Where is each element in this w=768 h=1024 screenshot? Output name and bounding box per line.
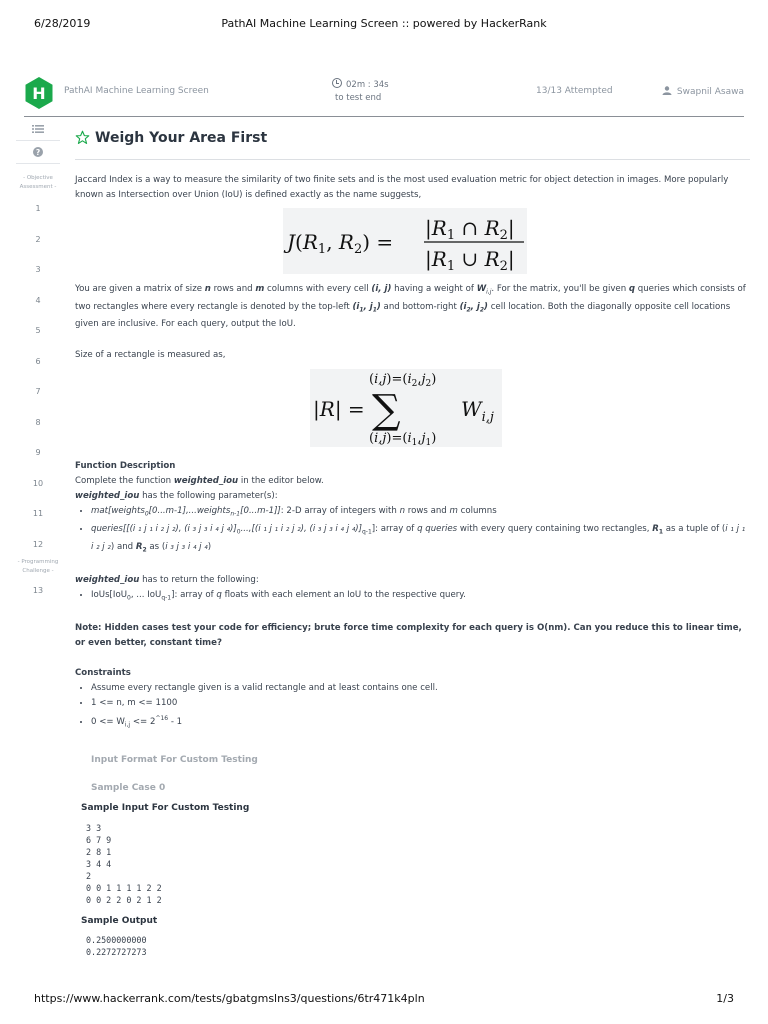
constraints-list	[75, 681, 750, 733]
list-item: • IoUs[IoU$_0$, ... IoU$_{q-1}$]: array of q floats with each element an IoU to the respective query.	[91, 588, 750, 606]
list-item: • 1 <= n, m <= 1100	[91, 696, 750, 711]
sidebar-question-8[interactable]: 8	[35, 417, 41, 427]
question-sidebar	[14, 120, 62, 607]
star-icon[interactable]	[75, 130, 90, 145]
programming-section-label: - Programming Challenge -	[17, 559, 59, 574]
sample-case-heading[interactable]: Sample Case 0	[91, 782, 166, 793]
input-format-heading[interactable]: Input Format For Custom Testing	[91, 754, 258, 765]
svg-text:∑: ∑	[372, 387, 401, 434]
efficiency-note: Note: Hidden cases test your code for efficiency; brute force time complexity for each query is O(nm). Can you reduce this to linear time, or even better, constant time?	[75, 623, 742, 649]
print-date: 6/28/2019	[34, 17, 91, 30]
sidebar-question-11[interactable]: 11	[32, 509, 44, 518]
sidebar-question-1[interactable]: 1	[35, 204, 41, 213]
list-item: • queries[[(i ₁ j ₁ i ₂ j ₂), (i ₃ j ₃ i ₄ j $_4)]_0...,[(i$ ₁ j ₁ i ₂ j ₂), (i ₃ j ₃ i ₄ j $_4)]_{q-1}$]: array of q queries with every query containing two rectangles, $R_1$ as a tuple of (i ₁ j ₁ i ₂ j ₂) and $R_2$ as (i ₃ j ₃ i ₄ j ₄)	[91, 522, 750, 557]
svg-text:|R1 ∪ R2|: $|R_1$ ∪ $R_2|$	[425, 247, 515, 274]
sidebar-question-3[interactable]: 3	[35, 265, 41, 274]
size-paragraph: Size of a rectangle is measured as,	[75, 350, 226, 361]
params-intro: weighted_iou has the following parameter(s):	[75, 491, 278, 502]
sidebar-question-list	[14, 194, 62, 560]
sidebar-question-13[interactable]: 13	[32, 586, 44, 595]
objective-section-label: - Objective Assessment -	[19, 175, 57, 190]
timer-value: 02m : 34s	[346, 80, 389, 90]
list-item: • Assume every rectangle given is a valid rectangle and at least contains one cell.	[91, 681, 750, 696]
print-header	[34, 17, 734, 31]
attempted-count: 13/13 Attempted	[536, 86, 613, 96]
sidebar-question-2[interactable]: 2	[35, 234, 41, 244]
user-name: Swapnil Asawa	[676, 87, 744, 97]
sidebar-programming-list	[14, 576, 62, 607]
user-menu[interactable]	[662, 86, 744, 97]
function-description: Complete the function weighted_iou in the editor below.	[75, 476, 324, 487]
list-item: • mat[weights$_0$[0...m-1],...weights$_{n-1}$[0...m-1]]: 2-D array of integers with n rows and m columns	[91, 504, 750, 522]
sidebar-question-6[interactable]: 6	[35, 356, 41, 366]
timer-subtitle: to test end	[335, 93, 382, 103]
returns-list	[75, 588, 750, 606]
test-name: PathAI Machine Learning Screen	[64, 86, 209, 96]
sidebar-divider	[16, 140, 60, 141]
user-icon	[662, 86, 672, 95]
constraints-heading: Constraints	[75, 668, 131, 679]
rectangle-size-formula	[75, 365, 750, 449]
jaccard-formula	[75, 206, 750, 278]
sample-input-heading: Sample Input For Custom Testing	[81, 802, 250, 813]
sidebar-question-4[interactable]: 4	[35, 295, 41, 305]
print-url: https://www.hackerrank.com/tests/gbatgmslns3/questions/6tr471k4pln	[34, 992, 425, 1005]
list-item: • $0 <= W_{i,j} <= 2^{\^{}16} - 1$	[91, 711, 750, 733]
sample-output-block: 0.2500000000 0.2272727273	[86, 934, 147, 957]
function-description-heading: Function Description	[75, 461, 176, 472]
svg-text:H: H	[32, 84, 46, 103]
timer	[332, 77, 389, 105]
print-page-number: 1/3	[716, 992, 734, 1005]
question-content	[75, 118, 750, 958]
svg-text:?: ?	[35, 148, 41, 157]
print-title: PathAI Machine Learning Screen :: powered by HackerRank	[221, 17, 547, 30]
svg-text:(i,j)=(i2,j2): $(i,j)=(i_2,j_2)$	[369, 372, 437, 390]
top-bar	[24, 70, 744, 117]
intro-paragraph: Jaccard Index is a way to measure the similarity of two finite sets and is the most used evaluation metric for object detection in images. More popularly known as Intersection over Union (IoU) is defined exactly as the name suggests,	[75, 175, 729, 200]
sidebar-question-10[interactable]: 10	[32, 478, 44, 488]
svg-text:(i,j)=(i1,j1): $(i,j)=(i_1,j_1)$	[369, 431, 437, 449]
sidebar-question-7[interactable]: 7	[35, 387, 41, 396]
question-header	[75, 127, 750, 160]
sidebar-question-5[interactable]: 5	[35, 326, 41, 335]
returns-intro: weighted_iou has to return the following:	[75, 574, 259, 585]
sidebar-divider	[16, 163, 60, 164]
matrix-paragraph: You are given a matrix of size n rows and m columns with every cell (i, j) having a weight of $W_{i,j}$. For the matrix, you'll be given q queries which consists of two rectangles where every rectangle is denoted by the top-left ($i_1$, $j_1$) and bottom-right ($i_2$, $j_2$) cell location. Both the diagonally opposite cell locations given are inclusive. For each query, output the IoU.	[75, 284, 746, 330]
sample-output-heading: Sample Output	[81, 915, 158, 926]
list-icon[interactable]	[32, 124, 44, 134]
svg-text:|R| =: |R| =	[313, 397, 365, 422]
help-icon[interactable]	[33, 147, 43, 157]
hackerrank-logo-icon[interactable]	[24, 76, 54, 110]
sidebar-question-9[interactable]: 9	[35, 448, 41, 457]
clock-icon	[332, 78, 342, 88]
svg-text:Wi,j: $W_{i,j}$	[461, 397, 494, 426]
question-title: Weigh Your Area First	[95, 130, 268, 146]
svg-text:J(R1, R2) =: $J(R_1$, $R_2$) =	[287, 230, 394, 257]
params-list	[75, 504, 750, 557]
sample-input-block: 3 3 6 7 9 2 8 1 3 4 4 2 0 0 1 1 1 1 2 2 0 0 2 2 0 2 1 2	[86, 822, 162, 905]
sidebar-question-12[interactable]: 12	[32, 539, 44, 549]
svg-text:|R1 ∩ R2|: $|R_1$ ∩ $R_2|$	[425, 216, 515, 243]
